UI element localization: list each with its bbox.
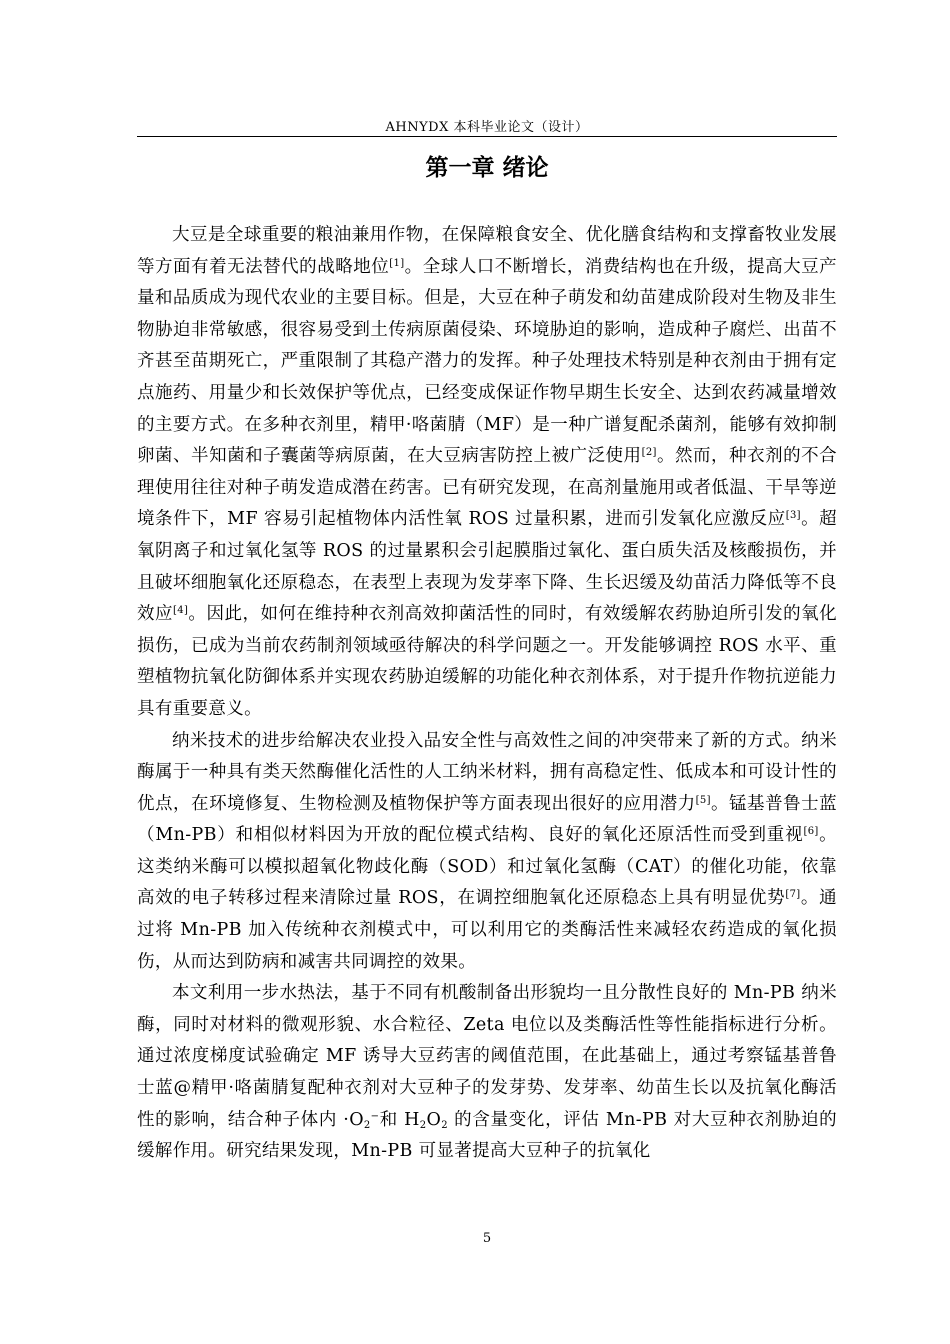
paragraph-1-text-4: 。超氧阴离子和过氧化氢等 ROS 的过量累积会引起膜脂过氧化、蛋白质失活及核酸损伤，并且破坏细胞氧化还原稳态，在表型上表现为发芽率下降、生长迟缓及幼苗活力降低等不良效应 <box>137 509 837 625</box>
chapter-title: 第一章 绪论 <box>425 155 549 181</box>
paragraph-2 <box>137 726 837 979</box>
h2o2-subscript-h: 2 <box>419 1119 427 1131</box>
page-number: 5 <box>482 1231 492 1246</box>
paragraph-3-text-4: 的含量变化，评估 Mn-PB 对大豆种衣剂胁迫的缓解作用。研究结果发现，Mn-PB 可显著提高大豆种子的抗氧化 <box>137 1109 837 1162</box>
citation-6: [6] <box>803 826 819 838</box>
paragraph-3-text-2: 和 H <box>379 1109 420 1130</box>
body-text <box>137 220 837 1168</box>
h2o2-subscript-o: 2 <box>441 1119 448 1131</box>
paragraph-2-text-1: 纳米技术的进步给解决农业投入品安全性与高效性之间的冲突带来了新的方式。纳米酶属于一种具有类天然酶催化活性的人工纳米材料，拥有高稳定性、低成本和可设计性的优点，在环境修复、生物检测及植物保护等方面表现出很好的应用潜力 <box>137 730 837 814</box>
citation-4: [4] <box>173 605 189 617</box>
running-header: AHNYDX 本科毕业论文（设计） <box>385 120 589 135</box>
citation-3: [3] <box>785 510 801 522</box>
paragraph-3-text-1: 本文利用一步水热法，基于不同有机酸制备出形貌均一且分散性良好的 Mn-PB 纳米酶，同时对材料的微观形貌、水合粒径、Zeta 电位以及类酶活性等性能指标进行分析。通过浓度梯度试验确定 MF 诱导大豆药害的阈值范围，在此基础上，通过考察锰基普鲁士蓝@精甲·咯菌腈复配种衣剂对大豆种子的发芽势、发芽率、幼苗生长以及抗氧化酶活性的影响，结合种子体内 ·O <box>137 983 837 1130</box>
paragraph-2-text-4: 。通过将 Mn-PB 加入传统种衣剂模式中，可以利用它的类酶活性来减轻农药造成的氧化损伤，从而达到防病和减害共同调控的效果。 <box>137 888 837 972</box>
header-rule <box>137 136 837 137</box>
paragraph-2-text-3: 。这类纳米酶可以模拟超氧化物歧化酶（SOD）和过氧化氢酶（CAT）的催化功能，依靠高效的电子转移过程来清除过量 ROS，在调控细胞氧化还原稳态上具有明显优势 <box>137 825 837 909</box>
paragraph-1-text-2: 。全球人口不断增长，消费结构也在升级，提高大豆产量和品质成为现代农业的主要目标。但是，大豆在种子萌发和幼苗建成阶段对生物及非生物胁迫非常敏感，很容易受到土传病原菌侵染、环境胁迫的影响，造成种子腐烂、出苗不齐甚至苗期死亡，严重限制了其稳产潜力的发挥。种子处理技术特别是种衣剂由于拥有定点施药、用量少和长效保护等优点，已经变成保证作物早期生长安全、达到农药减量增效的主要方式。在多种衣剂里，精甲·咯菌腈（MF）是一种广谱复配杀菌剂，能够有效抑制卵菌、半知菌和子囊菌等病原菌，在大豆病害防控上被广泛使用 <box>137 256 837 467</box>
paragraph-1-text-1: 大豆是全球重要的粮油兼用作物，在保障粮食安全、优化膳食结构和支撑畜牧业发展等方面有着无法替代的战略地位 <box>137 225 837 277</box>
paragraph-1-text-5: 。因此，如何在维持种衣剂高效抑菌活性的同时，有效缓解农药胁迫所引发的氧化损伤，已成为当前农药制剂领域亟待解决的科学问题之一。开发能够调控 ROS 水平、重塑植物抗氧化防御体系并实现农药胁迫缓解的功能化种衣剂体系，对于提升作物抗逆能力具有重要意义。 <box>137 604 837 719</box>
superoxide-charge: − <box>370 1110 380 1122</box>
paragraph-2-text-2: 。锰基普鲁士蓝（Mn-PB）和相似材料因为开放的配位模式结构、良好的氧化还原活性而受到重视 <box>137 793 837 846</box>
citation-7: [7] <box>785 889 801 901</box>
paragraph-3-text-3: O <box>426 1109 442 1130</box>
superoxide-subscript: 2 <box>363 1119 371 1131</box>
paragraph-3 <box>137 978 837 1168</box>
paragraph-1-text-3: 。然而，种衣剂的不合理使用往往对种子萌发造成潜在药害。已有研究发现，在高剂量施用或者低温、干旱等逆境条件下，MF 容易引起植物体内活性氧 ROS 过量积累，进而引发氧化应激反应 <box>137 446 837 530</box>
citation-2: [2] <box>641 447 657 459</box>
citation-5: [5] <box>695 794 711 806</box>
paragraph-1 <box>137 220 837 726</box>
citation-1: [1] <box>389 257 405 269</box>
